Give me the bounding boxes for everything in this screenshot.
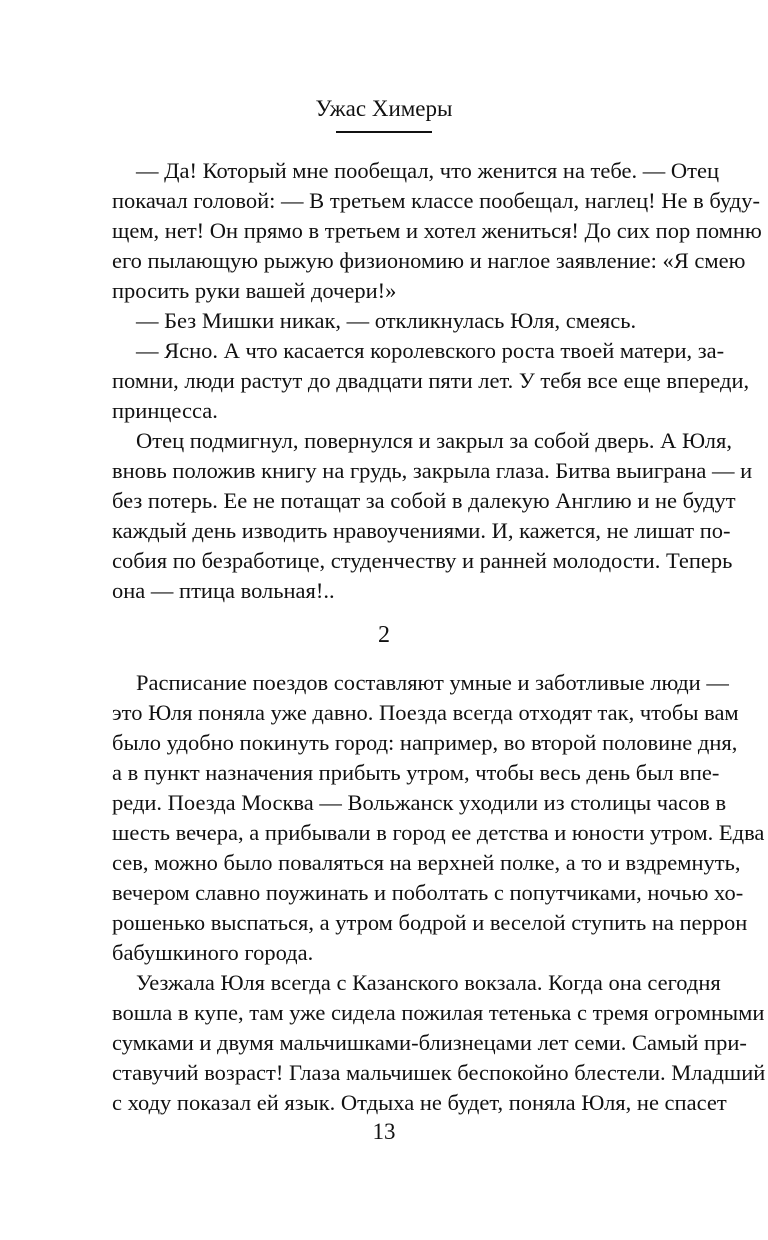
text-line: каждый день изводить нравоучениями. И, кажется, не лишат по- bbox=[112, 518, 731, 543]
text-line: — Без Мишки никак, — откликнулась Юля, смеясь. bbox=[136, 308, 637, 333]
text-line: — Ясно. А что касается королевского роста твоей матери, за- bbox=[136, 338, 725, 363]
text-line: вновь положив книгу на грудь, закрыла глаза. Битва выиграна — и bbox=[112, 458, 753, 483]
text-line: было удобно покинуть город: например, во второй половине дня, bbox=[112, 730, 738, 755]
text-line: без потерь. Ее не потащат за собой в далекую Англию и не будут bbox=[112, 488, 736, 513]
text-line: — Да! Который мне пообещал, что женится на тебе. — Отец bbox=[136, 158, 720, 183]
text-line: она — птица вольная!.. bbox=[112, 578, 335, 603]
text-line: реди. Поезда Москва — Вольжанск уходили из столицы часов в bbox=[112, 790, 727, 815]
text-line: это Юля поняла уже давно. Поезда всегда отходят так, чтобы вам bbox=[112, 700, 739, 725]
text-line: его пылающую рыжую физиономию и наглое заявление: «Я смею bbox=[112, 248, 746, 273]
text-line: принцесса. bbox=[112, 398, 218, 423]
text-line: вечером славно поужинать и поболтать с попутчиками, ночью хо- bbox=[112, 880, 744, 905]
text-line: просить руки вашей дочери!» bbox=[112, 278, 397, 303]
text-line: Уезжала Юля всегда с Казанского вокзала. Когда она сегодня bbox=[136, 970, 721, 995]
running-head: Ужас Химеры bbox=[315, 96, 453, 121]
text-line: с ходу показал ей язык. Отдыха не будет, поняла Юля, не спасет bbox=[112, 1090, 727, 1115]
text-line: вошла в купе, там уже сидела пожилая тетенька с тремя огромными bbox=[112, 1000, 765, 1025]
chapter-number: 2 bbox=[378, 622, 390, 648]
text-line: Расписание поездов составляют умные и заботливые люди — bbox=[136, 670, 729, 695]
text-line: сев, можно было поваляться на верхней полке, а то и вздремнуть, bbox=[112, 850, 741, 875]
text-line: Отец подмигнул, повернулся и закрыл за собой дверь. А Юля, bbox=[136, 428, 733, 453]
text-line: помни, люди растут до двадцати пяти лет. У тебя все еще впереди, bbox=[112, 368, 750, 393]
text-line: бабушкиного города. bbox=[112, 940, 314, 965]
text-line: шесть вечера, а прибывали в город ее детства и юности утром. Едва bbox=[112, 820, 765, 845]
text-line: ставучий возраст! Глаза мальчишек беспокойно блестели. Младший bbox=[112, 1060, 766, 1085]
text-line: собия по безработице, студенчеству и ранней молодости. Теперь bbox=[112, 548, 733, 573]
page-number: 13 bbox=[372, 1119, 396, 1144]
text-line: рошенько выспаться, а утром бодрой и веселой ступить на перрон bbox=[112, 910, 748, 935]
text-line: щем, нет! Он прямо в третьем и хотел жениться! До сих пор помню bbox=[112, 218, 762, 243]
text-line: а в пункт назначения прибыть утром, чтобы весь день был впе- bbox=[112, 760, 720, 785]
text-line: сумками и двумя мальчишками-близнецами лет семи. Самый при- bbox=[112, 1030, 747, 1055]
text-line: покачал головой: — В третьем классе пообещал, наглец! Не в буду- bbox=[112, 188, 760, 213]
header-rule bbox=[336, 131, 432, 133]
